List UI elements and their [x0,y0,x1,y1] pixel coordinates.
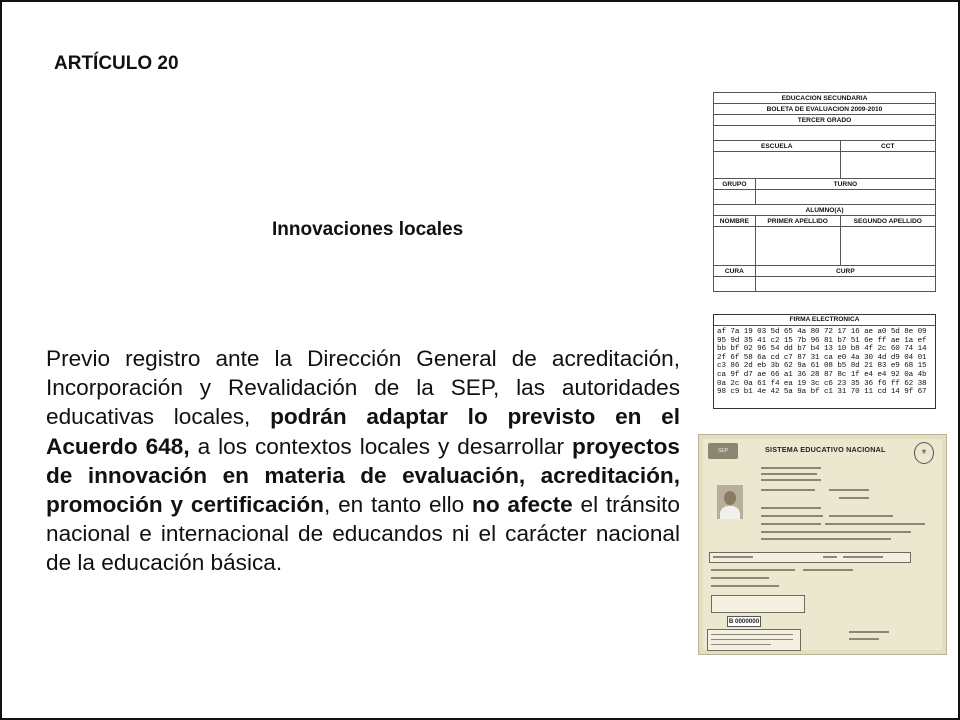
certificate-line [825,523,925,525]
article-body [46,344,680,578]
boleta-label-alumno: ALUMNO(A) [714,205,936,216]
article-body-emphasis: no afecte [472,492,573,518]
boleta-field-nombre [714,227,756,266]
certificate-image [698,434,947,655]
boleta-field-turno [755,190,935,205]
certificate-line [849,638,879,640]
boleta-field-primer-apellido [755,227,840,266]
boleta-label-segundo-apellido: SEGUNDO APELLIDO [840,216,935,227]
boleta-header-title: BOLETA DE EVALUACION 2009-2010 [714,104,936,115]
article-body-text: el tránsito nacional e internacional de educandos ni el carácter nacional de la educación básica. [46,492,681,576]
article-body-text: a los contextos locales y desarrollar [189,433,573,459]
certificate-line [761,523,821,525]
certificate-line [843,556,883,558]
certificate-line [761,467,821,469]
photo-torso [720,506,740,519]
national-seal-icon: ⚜ [914,442,934,464]
boleta-header-grade: TERCER GRADO [714,115,936,126]
boleta-blank-row [714,126,936,141]
firma-electronica-hex: af 7a 19 03 5d 65 4a 80 72 17 16 ae a0 5d 8e 09 95 9d 35 41 c2 15 7b 96 81 b7 51 6e ff ae 1a ef bb bf 02 96 54 dd b7 b4 13 10 b8 4f 2c 60 74 14 2f 6f 58 6a cd c7 87 31 ca e0 4a 30 4d d9 04 01 c3 86 2d eb 3b 62 9a 61 08 b5 8d 21 83 e9 68 15 ca 9f d7 ae 66 a1 36 28 87 8c 1f e4 e4 92 0a 4b 0a 2c 0a 61 f4 ea 19 3c c6 23 35 36 f6 ff 62 38 98 c9 b1 4e 42 5a 9a bf c1 31 70 11 cd 14 9f 67 [717,328,927,397]
firma-electronica-header: FIRMA ELECTRONICA [714,315,935,326]
slide-subtitle: Innovaciones locales [272,219,464,240]
certificate-line [823,556,837,558]
certificate-header [705,441,940,463]
certificate-line [761,538,891,540]
certificate-note-box [711,595,805,613]
boleta-field-cct [840,152,935,179]
student-photo [717,485,743,519]
certificate-line [761,507,821,509]
boleta-label-nombre: NOMBRE [714,216,756,227]
certificate-line [711,585,779,587]
certificate-line [829,515,893,517]
certificate-disclaimer-box [707,629,801,651]
certificate-line [711,577,769,579]
boleta-label-turno: TURNO [755,179,935,190]
article-body-emphasis: proyectos de innovación en materia de evaluación, acreditación, promoción y certificación [46,433,680,518]
article-body-text: Previo registro ante la Dirección General de acreditación, Incorporación y Revalidación de la SEP, las autoridades educativas locales, [46,346,680,430]
certificate-line [711,634,793,635]
boleta-field-grupo [714,190,756,205]
certificate-line [761,515,823,517]
article-body-emphasis: podrán adaptar lo previsto en el Acuerdo 648, [46,404,680,459]
certificate-line [761,489,815,491]
certificate-line [839,497,869,499]
boleta-label-grupo: GRUPO [714,179,756,190]
certificate-line [761,479,821,481]
boleta-field-cura [714,277,756,292]
certificate-line [711,569,795,571]
certificate-line [761,531,911,533]
boleta-evaluacion-form [713,92,936,409]
certificate-line [761,473,817,475]
article-body-text: , en tanto ello [324,492,473,518]
firma-electronica-box [713,314,936,409]
boleta-field-segundo-apellido [840,227,935,266]
certificate-line [829,489,869,491]
certificate-folio: B 0000000 [728,618,760,625]
boleta-header-level: EDUCACION SECUNDARIA [714,93,936,104]
boleta-label-primer-apellido: PRIMER APELLIDO [755,216,840,227]
boleta-label-escuela: ESCUELA [714,141,841,152]
certificate-line [711,639,793,640]
boleta-field-escuela [714,152,841,179]
certificate-line [803,569,853,571]
certificate-line [713,556,753,558]
boleta-table [713,92,936,292]
boleta-label-cura: CURA [714,266,756,277]
certificate-line [711,644,771,645]
boleta-label-cct: CCT [840,141,935,152]
boleta-label-curp: CURP [755,266,935,277]
boleta-field-curp [755,277,935,292]
certificate-line [849,631,889,633]
photo-face [724,491,736,505]
certificate-title: SISTEMA EDUCATIVO NACIONAL [765,445,886,454]
sep-logo-icon: SEP [708,443,738,459]
slide-title: ARTÍCULO 20 [54,53,179,74]
